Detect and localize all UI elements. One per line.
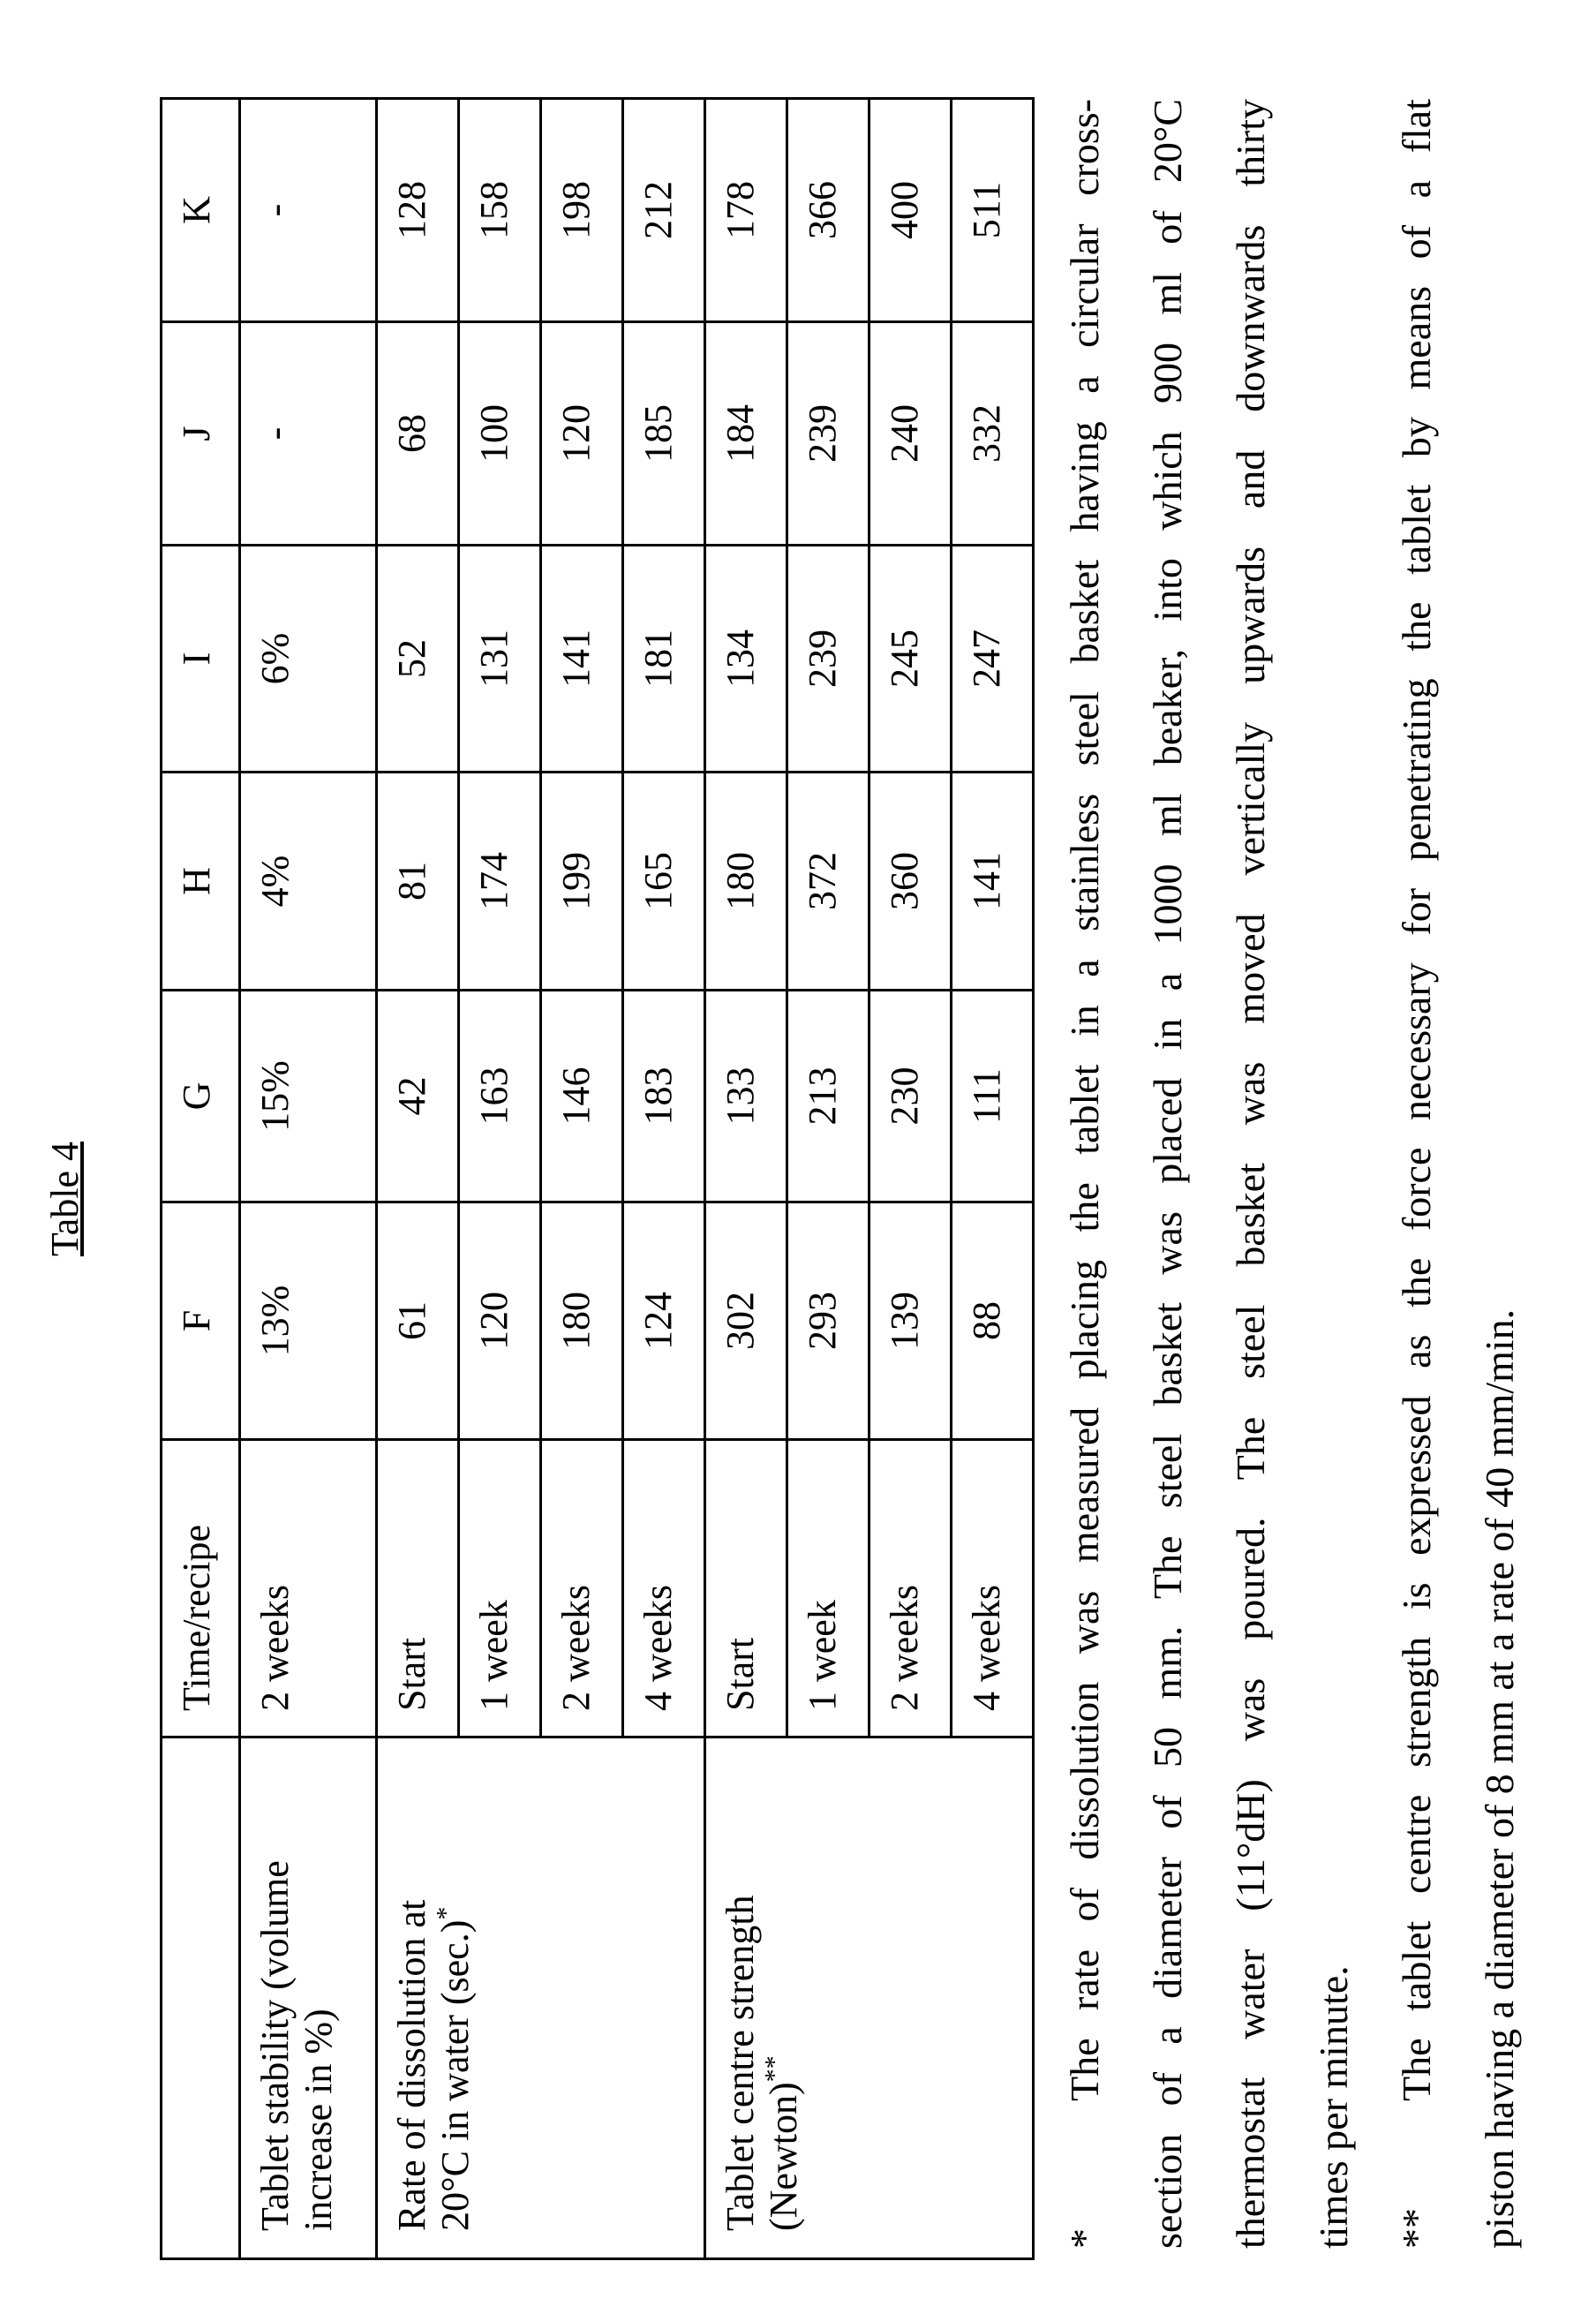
header-recipe-f: F (162, 1202, 240, 1440)
value-cell: 180 (705, 773, 787, 991)
value-cell: 178 (705, 99, 787, 322)
footnote-text: section of a diameter of 50 mm. The steel basket was placed in a 1000 ml beaker, into which 900 ml of 20°C (1126, 99, 1209, 2249)
value-cell: 13% (240, 1202, 377, 1440)
footnote-marker: ** (1375, 2208, 1458, 2249)
value-cell: 247 (952, 546, 1034, 773)
table-title: Table 4 (42, 1022, 87, 1376)
value-cell: 124 (623, 1202, 705, 1440)
value-cell: 293 (787, 1202, 870, 1440)
row-group-label (705, 1737, 1034, 2259)
time-cell: 1 week (787, 1440, 870, 1737)
document-page (0, 0, 1596, 2299)
value-cell: 141 (541, 546, 623, 773)
value-cell: 128 (377, 99, 459, 322)
value-cell: - (240, 99, 377, 322)
value-cell: 212 (623, 99, 705, 322)
group-label-text: Rate of dissolution at 20°C in water (sec.) (390, 1900, 477, 2231)
time-cell: 2 weeks (541, 1440, 623, 1737)
time-cell: 4 weeks (623, 1440, 705, 1737)
time-cell: 4 weeks (952, 1440, 1034, 1737)
value-cell: 68 (377, 322, 459, 546)
footnote-text: piston having a diameter of 8 mm at a rate of 40 mm/min. (1458, 99, 1541, 2249)
value-cell: 146 (541, 991, 623, 1202)
value-cell: 111 (952, 991, 1034, 1202)
footnote-text: The rate of dissolution was measured placing the tablet in a stainless steel basket having a circular cross- (1043, 99, 1126, 2101)
value-cell: 230 (870, 991, 952, 1202)
footnote-line (1126, 99, 1209, 2249)
header-row (162, 99, 240, 2259)
footnote-line (1043, 99, 1126, 2249)
value-cell: 239 (787, 322, 870, 546)
table-row (705, 99, 787, 2259)
footnote-marker: * (1043, 2228, 1126, 2249)
value-cell: 198 (541, 99, 623, 322)
value-cell: 372 (787, 773, 870, 991)
value-cell: 174 (459, 773, 541, 991)
table-row (377, 99, 459, 2259)
value-cell: 366 (787, 99, 870, 322)
time-cell: Start (377, 1440, 459, 1737)
table-row (240, 99, 377, 2259)
row-group-label (377, 1737, 705, 2259)
footnotes (1043, 99, 1541, 2249)
value-cell: 141 (952, 773, 1034, 991)
header-empty-cell (162, 1737, 240, 2259)
value-cell: 133 (705, 991, 787, 1202)
header-recipe-g: G (162, 991, 240, 1202)
value-cell: 245 (870, 546, 952, 773)
value-cell: 302 (705, 1202, 787, 1440)
value-cell: 6% (240, 546, 377, 773)
value-cell: 181 (623, 546, 705, 773)
header-recipe-h: H (162, 773, 240, 991)
time-cell: 2 weeks (870, 1440, 952, 1737)
value-cell: 511 (952, 99, 1034, 322)
footnote-line (1375, 99, 1458, 2249)
footnote-line (1458, 99, 1541, 2249)
value-cell: 180 (541, 1202, 623, 1440)
value-cell: 213 (787, 991, 870, 1202)
value-cell: 15% (240, 991, 377, 1202)
value-cell: 240 (870, 322, 952, 546)
value-cell: 131 (459, 546, 541, 773)
value-cell: 165 (623, 773, 705, 991)
header-recipe-j: J (162, 322, 240, 546)
row-group-label (240, 1737, 377, 2259)
time-cell: Start (705, 1440, 787, 1737)
value-cell: 81 (377, 773, 459, 991)
value-cell: 4% (240, 773, 377, 991)
value-cell: - (240, 322, 377, 546)
value-cell: 88 (952, 1202, 1034, 1440)
value-cell: 185 (623, 322, 705, 546)
group-label-text: Tablet stability (volume increase in %) (253, 1860, 340, 2231)
header-recipe-i: I (162, 546, 240, 773)
footnote-reference: ** (760, 2055, 789, 2082)
value-cell: 120 (459, 1202, 541, 1440)
value-cell: 163 (459, 991, 541, 1202)
results-table (160, 97, 1035, 2260)
footnote-line (1209, 99, 1292, 2249)
value-cell: 61 (377, 1202, 459, 1440)
time-cell: 1 week (459, 1440, 541, 1737)
value-cell: 184 (705, 322, 787, 546)
value-cell: 199 (541, 773, 623, 991)
value-cell: 42 (377, 991, 459, 1202)
footnote-line (1292, 99, 1375, 2249)
value-cell: 139 (870, 1202, 952, 1440)
value-cell: 158 (459, 99, 541, 322)
value-cell: 100 (459, 322, 541, 546)
value-cell: 134 (705, 546, 787, 773)
time-cell: 2 weeks (240, 1440, 377, 1737)
value-cell: 239 (787, 546, 870, 773)
footnote-text: thermostat water (11°dH) was poured. The steel basket was moved vertically upwards and downwards thirty (1209, 99, 1292, 2249)
value-cell: 183 (623, 991, 705, 1202)
footnote-text: The tablet centre strength is expressed as the force necessary for penetrating the tablet by means of a flat (1375, 99, 1458, 2101)
header-time-recipe: Time/recipe (162, 1440, 240, 1737)
group-label-text: Tablet centre strength (Newton) (719, 1895, 805, 2231)
footnote-text: times per minute. (1292, 99, 1375, 2249)
value-cell: 120 (541, 322, 623, 546)
value-cell: 400 (870, 99, 952, 322)
header-recipe-k: K (162, 99, 240, 322)
value-cell: 52 (377, 546, 459, 773)
value-cell: 332 (952, 322, 1034, 546)
value-cell: 360 (870, 773, 952, 991)
footnote-reference: * (432, 1907, 461, 1920)
